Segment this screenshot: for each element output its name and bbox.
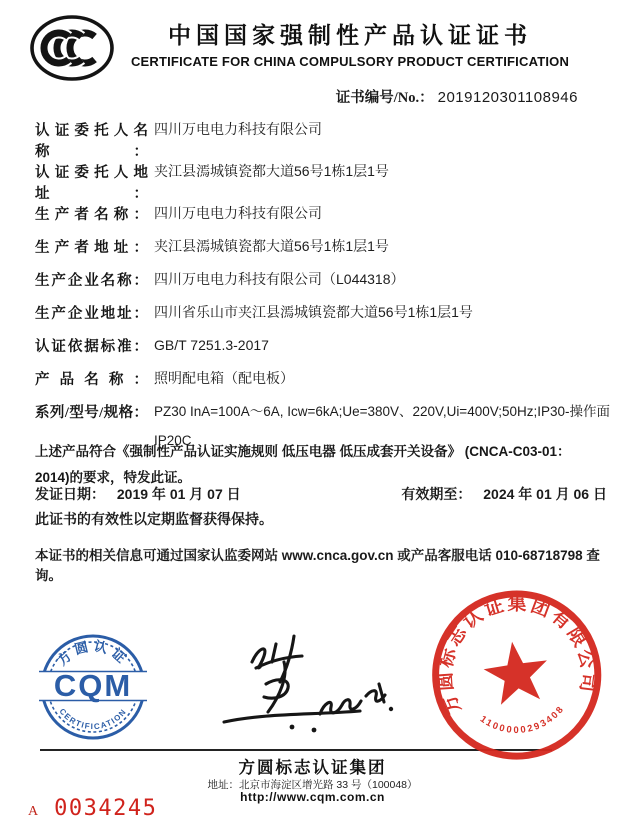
field-value: 夹江县漹城镇瓷都大道56号1栋1层1号	[154, 238, 389, 254]
form-serial-prefix: A	[28, 804, 39, 819]
date-row	[35, 484, 607, 504]
field-row-producer-name	[35, 203, 610, 236]
field-value: PZ30 InA=100A～6A, Icw=6kA;Ue=380V、220V,Ui=400V;50Hz;IP30-操作面 IP20C	[154, 404, 611, 448]
field-row-applicant-address	[35, 161, 610, 203]
field-value: 夹江县漹城镇瓷都大道56号1栋1层1号	[154, 163, 389, 179]
footer-url: http://www.cqm.com.cn	[240, 790, 385, 804]
field-row-standard	[35, 335, 610, 368]
red-seal-stamp	[416, 576, 617, 777]
seal-ring-text: 方圆标志认证集团有限公司	[434, 593, 599, 718]
form-serial	[28, 796, 157, 821]
field-value: 照明配电箱（配电板）	[154, 370, 294, 386]
field-label: 认证委托人地址：	[35, 165, 148, 202]
field-row-factory-name	[35, 269, 610, 302]
seal-star	[480, 637, 552, 706]
field-value: 四川万电电力科技有限公司	[154, 205, 322, 221]
seal-serial-text: 1100000293408	[478, 702, 567, 735]
certificate-title-en: CERTIFICATE FOR CHINA COMPULSORY PRODUCT CERTIFICATION	[130, 54, 570, 69]
certificate-fields	[35, 119, 610, 455]
field-value: 四川省乐山市夹江县漹城镇瓷都大道56号1栋1层1号	[154, 304, 473, 320]
field-value: 四川万电电力科技有限公司（L044318）	[154, 271, 405, 287]
expiry-date-label: 有效期至：	[401, 488, 472, 503]
svg-text:1100000293408	[477, 702, 569, 741]
field-value: GB/T 7251.3-2017	[154, 337, 269, 353]
footer-organization: 方圆标志认证集团	[238, 758, 387, 777]
field-label: 系列/型号/规格：	[35, 405, 148, 421]
issue-date-value: 2019 年 01 月 07 日	[116, 486, 241, 502]
cqm-center-text: CQM	[53, 668, 133, 703]
footer-address: 地址：北京市海淀区增光路 33 号（100048）	[207, 779, 418, 791]
info-note: 本证书的相关信息可通过国家认监委网站 www.cnca.gov.cn 或产品客服电话 010-68718798 查询。	[35, 548, 600, 583]
field-label: 认证依据标准：	[35, 339, 148, 355]
validity-note: 此证书的有效性以定期监督获得保持。	[35, 511, 273, 527]
field-label: 认证委托人名称：	[35, 123, 148, 160]
certificate-number	[336, 86, 578, 107]
certificate-title-zh: 中国国家强制性产品认证证书	[168, 23, 532, 48]
form-serial-number: 0034245	[54, 796, 158, 821]
compliance-statement: 上述产品符合《强制性产品认证实施规则 低压电器 低压成套开关设备》 (CNCA-C03-01：2014)的要求，特发此证。	[35, 444, 571, 485]
signature	[208, 610, 398, 740]
cqm-top-text: 方圆认证	[54, 638, 132, 669]
cqm-logo-icon	[38, 632, 148, 742]
issue-date	[35, 484, 241, 504]
field-label: 生产者名称：	[35, 207, 148, 223]
certificate-number-value: 2019120301108946	[437, 89, 578, 106]
field-row-factory-address	[35, 302, 610, 335]
field-row-applicant-name	[35, 119, 610, 161]
expiry-date	[401, 484, 607, 504]
field-value: 四川万电电力科技有限公司	[154, 121, 322, 137]
field-label: 生产企业名称：	[35, 273, 148, 289]
field-label: 生产者地址：	[35, 240, 148, 256]
field-label: 生产企业地址：	[35, 306, 148, 322]
field-label: 产品名称：	[35, 372, 148, 388]
certificate-number-label: 证书编号/No.：	[335, 90, 434, 106]
cqm-bottom-text: CERTIFICATION	[57, 706, 129, 732]
issue-date-label: 发证日期：	[35, 488, 105, 503]
expiry-date-value: 2024 年 01 月 06 日	[483, 486, 607, 502]
field-row-producer-address	[35, 236, 610, 269]
